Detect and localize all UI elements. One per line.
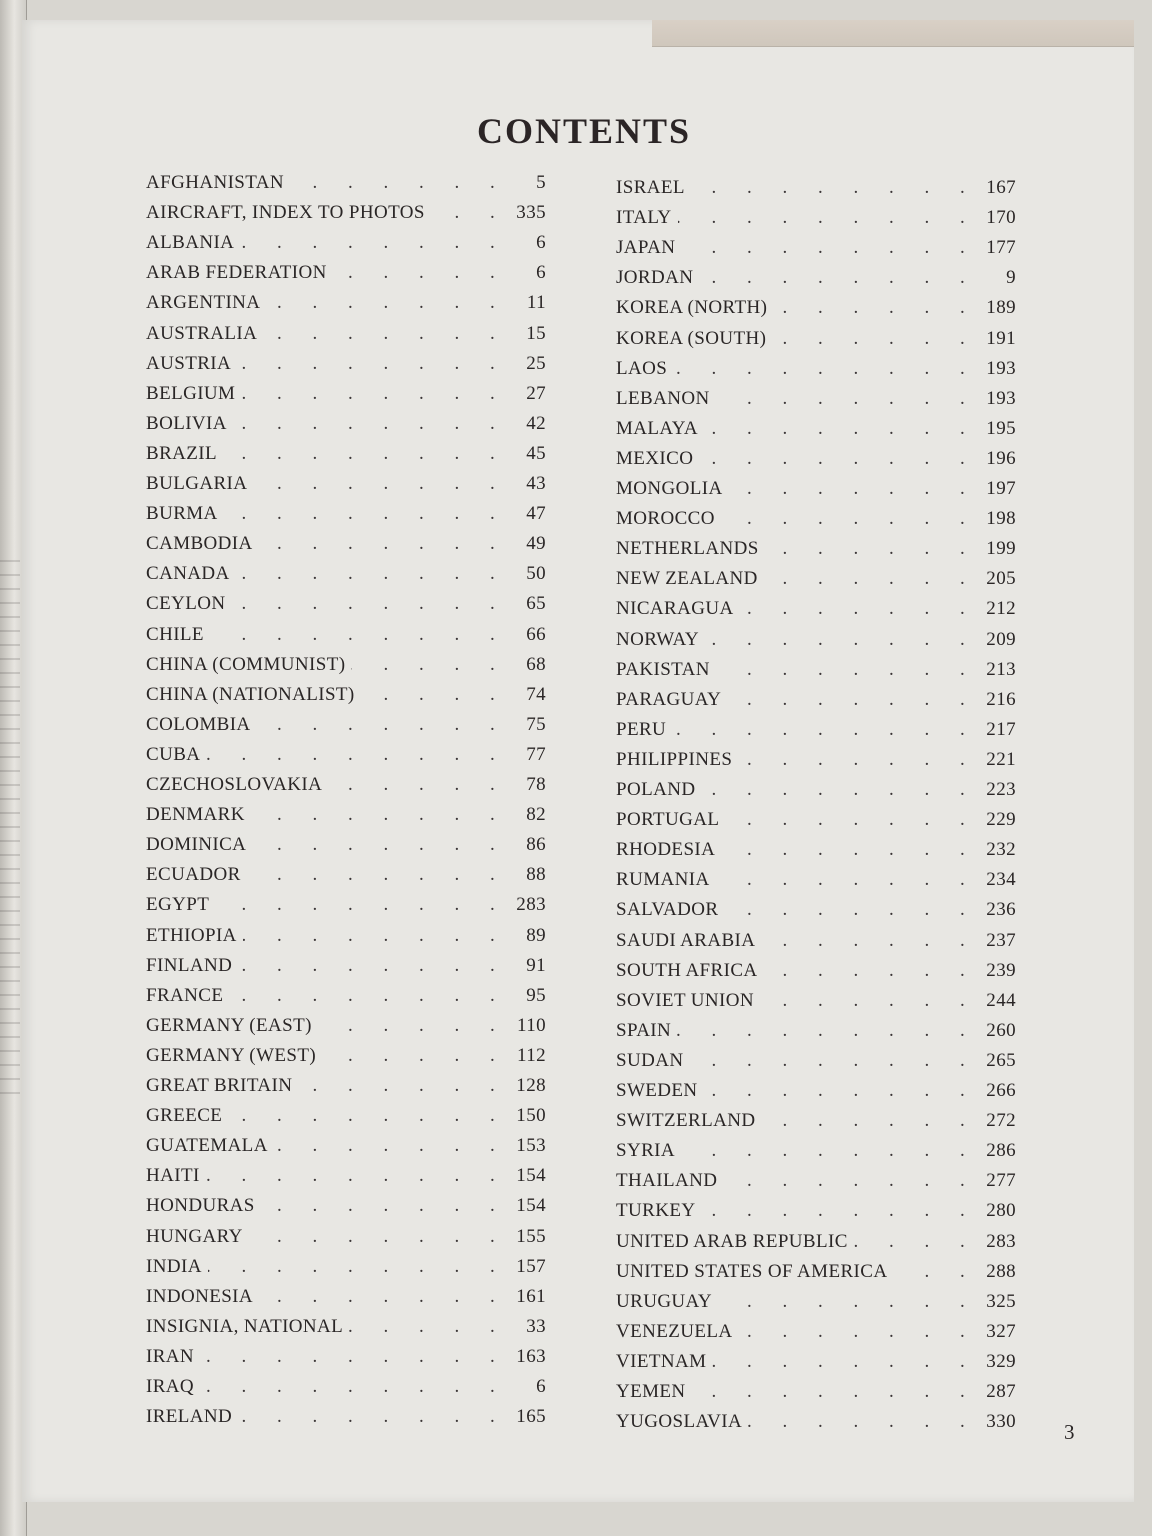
entry-page-number: 78 [518, 774, 546, 796]
entry-country-name: IRELAND [146, 1406, 238, 1428]
page-number: 3 [1064, 1420, 1075, 1444]
entry-page-number: 49 [518, 533, 546, 555]
entry-country-name: IRAQ [146, 1376, 200, 1398]
contents-entry [616, 598, 1016, 624]
contents-entry [146, 834, 546, 860]
page-corner-shadow [652, 20, 1134, 47]
dot-leader [206, 925, 496, 947]
entry-country-name: BURMA [146, 503, 224, 525]
contents-entry [616, 719, 1016, 745]
dot-leader [206, 383, 496, 405]
dot-leader [206, 503, 496, 525]
entry-country-name: AUSTRALIA [146, 323, 263, 345]
contents-entry [616, 267, 1016, 293]
entry-country-name: MEXICO [616, 448, 699, 470]
entry-country-name: JORDAN [616, 267, 699, 289]
dot-leader [676, 629, 966, 651]
dot-leader [206, 985, 496, 1007]
entry-page-number: 66 [518, 624, 546, 646]
entry-page-number: 197 [978, 478, 1016, 500]
contents-entry [616, 1231, 1016, 1257]
entry-country-name: SYRIA [616, 1140, 681, 1162]
dot-leader [676, 267, 966, 289]
entry-page-number: 155 [508, 1226, 546, 1248]
entry-page-number: 196 [978, 448, 1016, 470]
entry-country-name: HONDURAS [146, 1195, 261, 1217]
entry-country-name: FINLAND [146, 955, 238, 977]
contents-entry [146, 202, 546, 228]
contents-entry [146, 894, 546, 920]
contents-entry [616, 990, 1016, 1016]
entry-page-number: 6 [528, 262, 546, 284]
contents-entry [616, 328, 1016, 354]
contents-entry [616, 899, 1016, 925]
dot-leader [676, 358, 966, 380]
entry-country-name: BOLIVIA [146, 413, 233, 435]
dot-leader [206, 593, 496, 615]
dot-leader [676, 177, 966, 199]
entry-page-number: 198 [978, 508, 1016, 530]
entry-page-number: 15 [518, 323, 546, 345]
contents-entry [146, 1346, 546, 1372]
entry-page-number: 205 [978, 568, 1016, 590]
entry-page-number: 154 [508, 1195, 546, 1217]
entry-page-number: 45 [518, 443, 546, 465]
entry-page-number: 195 [978, 418, 1016, 440]
entry-country-name: INDONESIA [146, 1286, 259, 1308]
entry-country-name: ARGENTINA [146, 292, 266, 314]
contents-entry [146, 413, 546, 439]
dot-leader [676, 1050, 966, 1072]
contents-entry [616, 809, 1016, 835]
entry-page-number: 167 [978, 177, 1016, 199]
entry-page-number: 68 [518, 654, 546, 676]
contents-entry [146, 1165, 546, 1191]
contents-entry [616, 1351, 1016, 1377]
contents-entry [616, 418, 1016, 444]
entry-country-name: VIETNAM [616, 1351, 712, 1373]
contents-entry [616, 1080, 1016, 1106]
contents-entry [616, 1140, 1016, 1166]
entry-country-name: AFGHANISTAN [146, 172, 290, 194]
entry-country-name: INDIA [146, 1256, 208, 1278]
entry-country-name: UNITED ARAB REPUBLIC [616, 1231, 854, 1253]
entry-country-name: MONGOLIA [616, 478, 729, 500]
entry-country-name: GUATEMALA [146, 1135, 274, 1157]
entry-country-name: GERMANY (EAST) [146, 1015, 318, 1037]
contents-entry [146, 323, 546, 349]
entry-country-name: MOROCCO [616, 508, 721, 530]
contents-entry [146, 654, 546, 680]
entry-country-name: INSIGNIA, NATIONAL [146, 1316, 349, 1338]
entry-country-name: POLAND [616, 779, 701, 801]
entry-country-name: GERMANY (WEST) [146, 1045, 322, 1067]
contents-entry [616, 1261, 1016, 1287]
dot-leader [676, 418, 966, 440]
entry-country-name: CHILE [146, 624, 210, 646]
entry-country-name: AUSTRIA [146, 353, 237, 375]
entry-country-name: TURKEY [616, 1200, 701, 1222]
entry-country-name: AIRCRAFT, INDEX TO PHOTOS [146, 202, 431, 224]
contents-entry [146, 232, 546, 258]
contents-entry [146, 383, 546, 409]
entry-page-number: 154 [508, 1165, 546, 1187]
entry-page-number: 266 [978, 1080, 1016, 1102]
entry-country-name: ARAB FEDERATION [146, 262, 333, 284]
entry-country-name: SALVADOR [616, 899, 724, 921]
contents-entry [146, 353, 546, 379]
entry-country-name: PARAGUAY [616, 689, 727, 711]
entry-country-name: ITALY [616, 207, 678, 229]
entry-page-number: 237 [978, 930, 1016, 952]
entry-country-name: GREAT BRITAIN [146, 1075, 298, 1097]
entry-country-name: RHODESIA [616, 839, 721, 861]
entry-page-number: 283 [978, 1231, 1016, 1253]
entry-country-name: JAPAN [616, 237, 681, 259]
entry-country-name: DENMARK [146, 804, 251, 826]
contents-entry [616, 1020, 1016, 1046]
entry-country-name: SWITZERLAND [616, 1110, 762, 1132]
contents-entry [616, 177, 1016, 203]
dot-leader [676, 1291, 966, 1313]
dot-leader [676, 448, 966, 470]
entry-page-number: 25 [518, 353, 546, 375]
entry-page-number: 327 [978, 1321, 1016, 1343]
contents-entry [146, 804, 546, 830]
dot-leader [206, 232, 496, 254]
contents-entry [146, 1045, 546, 1071]
dot-leader [206, 744, 496, 766]
entry-country-name: BELGIUM [146, 383, 241, 405]
entry-page-number: 43 [518, 473, 546, 495]
entry-country-name: PHILIPPINES [616, 749, 738, 771]
entry-country-name: HAITI [146, 1165, 206, 1187]
entry-page-number: 217 [978, 719, 1016, 741]
contents-entry [146, 262, 546, 288]
dot-leader [206, 563, 496, 585]
entry-page-number: 335 [508, 202, 546, 224]
entry-page-number: 236 [978, 899, 1016, 921]
dot-leader [676, 719, 966, 741]
contents-entry [616, 1291, 1016, 1317]
dot-leader [676, 1200, 966, 1222]
contents-entry [146, 563, 546, 589]
entry-country-name: SUDAN [616, 1050, 689, 1072]
entry-page-number: 329 [978, 1351, 1016, 1373]
entry-page-number: 163 [508, 1346, 546, 1368]
dot-leader [206, 1165, 496, 1187]
entry-page-number: 232 [978, 839, 1016, 861]
contents-entry [616, 779, 1016, 805]
entry-page-number: 47 [518, 503, 546, 525]
contents-entry [616, 297, 1016, 323]
contents-entry [146, 503, 546, 529]
dot-leader [676, 1140, 966, 1162]
entry-page-number: 112 [509, 1045, 546, 1067]
entry-page-number: 42 [518, 413, 546, 435]
contents-entry [616, 659, 1016, 685]
entry-country-name: NEW ZEALAND [616, 568, 764, 590]
entry-page-number: 27 [518, 383, 546, 405]
contents-entry [146, 744, 546, 770]
contents-entry [616, 1200, 1016, 1226]
entry-page-number: 212 [978, 598, 1016, 620]
dot-leader [206, 894, 496, 916]
entry-page-number: 75 [518, 714, 546, 736]
entry-page-number: 157 [508, 1256, 546, 1278]
contents-entry [146, 473, 546, 499]
entry-page-number: 213 [978, 659, 1016, 681]
dot-leader [676, 1351, 966, 1373]
entry-country-name: BRAZIL [146, 443, 223, 465]
contents-entry [146, 533, 546, 559]
dot-leader [676, 1080, 966, 1102]
entry-page-number: 86 [518, 834, 546, 856]
entry-country-name: ETHIOPIA [146, 925, 243, 947]
contents-entry [616, 1321, 1016, 1347]
entry-country-name: NETHERLANDS [616, 538, 765, 560]
page-title: CONTENTS [476, 111, 692, 151]
entry-page-number: 5 [528, 172, 546, 194]
dot-leader [206, 955, 496, 977]
entry-page-number: 193 [978, 358, 1016, 380]
contents-entry [616, 689, 1016, 715]
entry-page-number: 234 [978, 869, 1016, 891]
entry-country-name: CHINA (NATIONALIST) [146, 684, 361, 706]
contents-entry [616, 930, 1016, 956]
entry-country-name: CAMBODIA [146, 533, 259, 555]
entry-country-name: PERU [616, 719, 672, 741]
contents-entry [146, 593, 546, 619]
dot-leader [206, 443, 496, 465]
entry-country-name: CZECHOSLOVAKIA [146, 774, 328, 796]
contents-entry [146, 774, 546, 800]
contents-entry [616, 1381, 1016, 1407]
entry-country-name: DOMINICA [146, 834, 252, 856]
entry-page-number: 280 [978, 1200, 1016, 1222]
contents-entry [146, 714, 546, 740]
entry-country-name: COLOMBIA [146, 714, 257, 736]
entry-page-number: 150 [508, 1105, 546, 1127]
entry-country-name: CUBA [146, 744, 206, 766]
entry-page-number: 9 [998, 267, 1016, 289]
contents-entry [616, 207, 1016, 233]
contents-entry [146, 955, 546, 981]
dot-leader [206, 353, 496, 375]
contents-entry [146, 1316, 546, 1342]
dot-leader [206, 864, 496, 886]
contents-entry [146, 172, 546, 198]
entry-page-number: 265 [978, 1050, 1016, 1072]
entry-page-number: 161 [508, 1286, 546, 1308]
dot-leader [676, 237, 966, 259]
contents-entry [146, 1376, 546, 1402]
dot-leader [676, 659, 966, 681]
entry-country-name: ECUADOR [146, 864, 247, 886]
entry-country-name: CHINA (COMMUNIST) [146, 654, 351, 676]
entry-country-name: SOUTH AFRICA [616, 960, 764, 982]
entry-country-name: LAOS [616, 358, 673, 380]
contents-entry [616, 749, 1016, 775]
entry-page-number: 89 [518, 925, 546, 947]
contents-entry [146, 1406, 546, 1432]
entry-page-number: 221 [978, 749, 1016, 771]
dot-leader [206, 1376, 496, 1398]
dot-leader [206, 1105, 496, 1127]
entry-country-name: HUNGARY [146, 1226, 249, 1248]
contents-entry [146, 684, 546, 710]
entry-page-number: 229 [978, 809, 1016, 831]
entry-country-name: SWEDEN [616, 1080, 704, 1102]
entry-page-number: 95 [518, 985, 546, 1007]
entry-page-number: 77 [518, 744, 546, 766]
contents-entry [146, 1015, 546, 1041]
entry-page-number: 283 [508, 894, 546, 916]
contents-entry [616, 508, 1016, 534]
entry-country-name: SAUDI ARABIA [616, 930, 761, 952]
entry-country-name: BULGARIA [146, 473, 253, 495]
entry-country-name: PAKISTAN [616, 659, 716, 681]
entry-page-number: 110 [509, 1015, 546, 1037]
entry-country-name: KOREA (NORTH) [616, 297, 773, 319]
dot-leader [676, 388, 966, 410]
entry-country-name: MALAYA [616, 418, 704, 440]
entry-page-number: 325 [978, 1291, 1016, 1313]
entry-page-number: 82 [518, 804, 546, 826]
entry-country-name: CANADA [146, 563, 236, 585]
contents-entry [616, 237, 1016, 263]
dot-leader [206, 624, 496, 646]
contents-entry [146, 864, 546, 890]
entry-page-number: 209 [978, 629, 1016, 651]
dot-leader [676, 869, 966, 891]
entry-page-number: 288 [978, 1261, 1016, 1283]
contents-entry [146, 624, 546, 650]
dot-leader [676, 1020, 966, 1042]
contents-entry [146, 1256, 546, 1282]
entry-country-name: VENEZUELA [616, 1321, 739, 1343]
dot-leader [676, 1381, 966, 1403]
entry-country-name: FRANCE [146, 985, 229, 1007]
entry-country-name: SPAIN [616, 1020, 677, 1042]
contents-entry [616, 1110, 1016, 1136]
entry-country-name: NICARAGUA [616, 598, 740, 620]
entry-page-number: 287 [978, 1381, 1016, 1403]
contents-entry [146, 985, 546, 1011]
entry-country-name: RUMANIA [616, 869, 716, 891]
contents-entry [616, 568, 1016, 594]
entry-country-name: URUGUAY [616, 1291, 718, 1313]
dot-leader [206, 1226, 496, 1248]
contents-entry [146, 1195, 546, 1221]
contents-entry [616, 869, 1016, 895]
contents-entry [616, 478, 1016, 504]
entry-page-number: 65 [518, 593, 546, 615]
dot-leader [206, 413, 496, 435]
contents-entry [616, 839, 1016, 865]
facing-page-text-sliver [0, 560, 20, 1100]
entry-page-number: 170 [978, 207, 1016, 229]
entry-country-name: ALBANIA [146, 232, 240, 254]
entry-country-name: NORWAY [616, 629, 705, 651]
entry-page-number: 6 [528, 232, 546, 254]
contents-entry [146, 1105, 546, 1131]
entry-country-name: YUGOSLAVIA [616, 1411, 748, 1433]
entry-country-name: SOVIET UNION [616, 990, 760, 1012]
contents-entry [616, 538, 1016, 564]
entry-country-name: UNITED STATES OF AMERICA [616, 1261, 893, 1283]
entry-country-name: PORTUGAL [616, 809, 725, 831]
entry-page-number: 286 [978, 1140, 1016, 1162]
dot-leader [206, 1406, 496, 1428]
entry-page-number: 216 [978, 689, 1016, 711]
entry-page-number: 33 [518, 1316, 546, 1338]
entry-country-name: YEMEN [616, 1381, 692, 1403]
entry-page-number: 199 [978, 538, 1016, 560]
entry-page-number: 128 [508, 1075, 546, 1097]
dot-leader [206, 1346, 496, 1368]
entry-page-number: 11 [519, 292, 546, 314]
entry-page-number: 189 [978, 297, 1016, 319]
contents-entry [616, 388, 1016, 414]
entry-page-number: 153 [508, 1135, 546, 1157]
entry-country-name: LEBANON [616, 388, 716, 410]
dot-leader [676, 207, 966, 229]
contents-entry [616, 629, 1016, 655]
entry-country-name: CEYLON [146, 593, 231, 615]
contents-entry [616, 1411, 1016, 1437]
entry-page-number: 239 [978, 960, 1016, 982]
contents-entry [146, 1075, 546, 1101]
entry-page-number: 277 [978, 1170, 1016, 1192]
entry-page-number: 165 [508, 1406, 546, 1428]
entry-page-number: 272 [978, 1110, 1016, 1132]
entry-page-number: 191 [978, 328, 1016, 350]
entry-country-name: EGYPT [146, 894, 215, 916]
entry-page-number: 177 [978, 237, 1016, 259]
entry-country-name: KOREA (SOUTH) [616, 328, 772, 350]
contents-entry [616, 1050, 1016, 1076]
contents-entry [616, 358, 1016, 384]
entry-page-number: 330 [978, 1411, 1016, 1433]
entry-country-name: ISRAEL [616, 177, 691, 199]
contents-entry [146, 443, 546, 469]
entry-country-name: THAILAND [616, 1170, 723, 1192]
contents-entry [616, 1170, 1016, 1196]
entry-page-number: 244 [978, 990, 1016, 1012]
contents-entry [616, 448, 1016, 474]
entry-page-number: 74 [518, 684, 546, 706]
entry-page-number: 193 [978, 388, 1016, 410]
entry-country-name: IRAN [146, 1346, 200, 1368]
contents-entry [146, 292, 546, 318]
contents-entry [616, 960, 1016, 986]
dot-leader [206, 1256, 496, 1278]
entry-page-number: 223 [978, 779, 1016, 801]
entry-page-number: 50 [518, 563, 546, 585]
contents-entry [146, 1135, 546, 1161]
entry-page-number: 91 [518, 955, 546, 977]
contents-entry [146, 1286, 546, 1312]
dot-leader [676, 779, 966, 801]
entry-page-number: 260 [978, 1020, 1016, 1042]
entry-country-name: GREECE [146, 1105, 228, 1127]
entry-page-number: 6 [528, 1376, 546, 1398]
entry-page-number: 88 [518, 864, 546, 886]
contents-entry [146, 1226, 546, 1252]
contents-entry [146, 925, 546, 951]
